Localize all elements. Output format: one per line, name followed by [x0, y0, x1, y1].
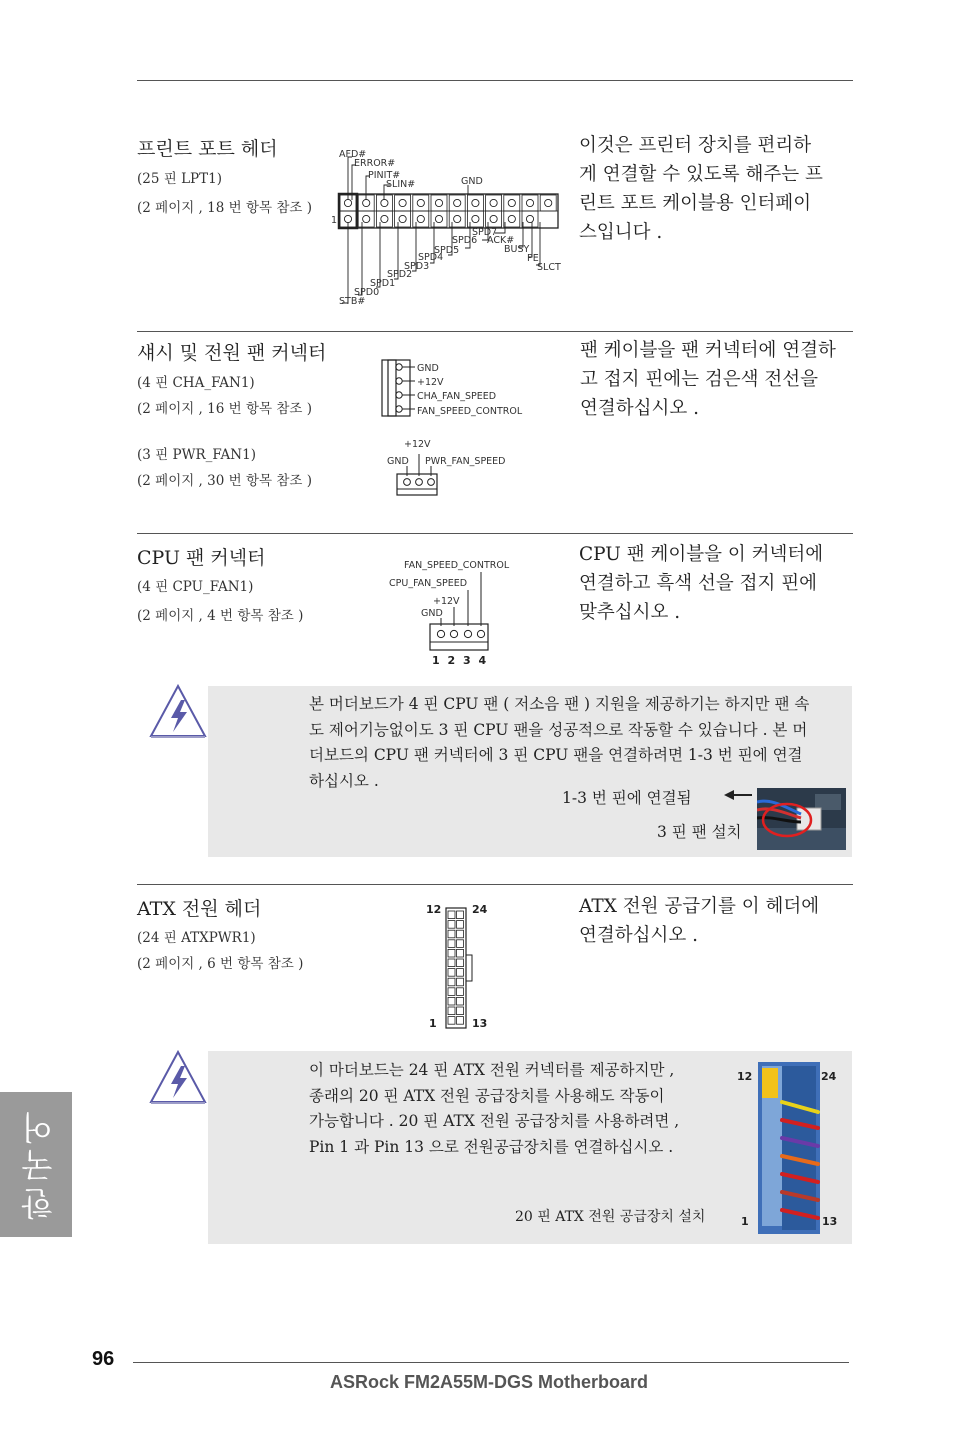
print-header-desc [579, 131, 823, 247]
atx-header-title: ATX 전원 헤더 [137, 898, 262, 920]
note-line: 본 머더보드가 4 핀 CPU 팬 ( 저소음 팬 ) 지원을 제공하기는 하지만 팬 속 [309, 695, 810, 713]
footer-title: ASRock FM2A55M-DGS Motherboard [330, 1372, 649, 1392]
desc-line: 연결하고 흑색 선을 접지 핀에 [579, 573, 817, 594]
pin-ack: ACK# [487, 235, 515, 246]
pin-spd0: SPD0 [354, 287, 380, 298]
lpt-pin-box [522, 195, 538, 211]
top-rule [137, 80, 853, 81]
language-tab-label: 한국어 [20, 1106, 58, 1220]
lpt-pin [472, 199, 479, 206]
pin-slin: SLIN# [386, 179, 416, 190]
lpt-pin-box [413, 211, 429, 227]
lpt-pin [399, 215, 406, 222]
cha-pin-speed: CHA_FAN_SPEED [417, 391, 497, 402]
atx-pin-cell [457, 959, 464, 967]
lpt-pin-box [376, 211, 392, 227]
lpt-pin [417, 199, 424, 206]
cha-pin-12v: +12V [417, 377, 444, 388]
atx-pin-cell [457, 949, 464, 957]
lpt-pin-box [504, 195, 520, 211]
atx-pin-cell [457, 1017, 464, 1025]
desc-line: 팬 케이블을 팬 커넥터에 연결하 [580, 340, 836, 361]
desc-line: 게 연결할 수 있도록 해주는 프 [579, 164, 823, 185]
desc-line: 고 접지 핀에는 검은색 전선을 [580, 369, 818, 390]
lpt-pin [545, 199, 552, 206]
pin-stb: STB# [339, 296, 366, 307]
lpt-pin-box [504, 211, 520, 227]
cha-fan-diagram [378, 356, 553, 421]
lpt-pin-box [395, 211, 411, 227]
lpt-pin-box [522, 211, 538, 227]
lpt-pin [363, 199, 370, 206]
atx-pin-cell [448, 921, 455, 929]
pwr-pin-speed: PWR_FAN_SPEED [425, 456, 506, 467]
note-20pin-atx-text [309, 1058, 679, 1160]
lpt-pin-box [431, 211, 447, 227]
note-20pin-caption: 20 핀 ATX 전원 공급장치 설치 [515, 1209, 706, 1225]
atx-pin-cell [457, 969, 464, 977]
lpt-pin-box [449, 195, 465, 211]
desc-line: 연결하십시오 . [580, 398, 699, 419]
atx-pin-cell [457, 978, 464, 986]
lpt-pin [435, 215, 442, 222]
atx-install-photo [734, 1060, 846, 1236]
note-line: 이 마더보드는 24 핀 ATX 전원 커넥터를 제공하지만 , [309, 1061, 675, 1079]
desc-line: 스입니다 . [579, 222, 663, 243]
pwr-pin-gnd: GND [387, 456, 409, 467]
note-line: 더보드의 CPU 팬 커넥터에 3 핀 CPU 팬을 연결하려면 1-3 번 핀에 연결 [309, 746, 803, 764]
lpt-pin [381, 199, 388, 206]
atx-pin-cell [448, 1017, 455, 1025]
pin-spd5: SPD5 [434, 245, 460, 256]
atx-pin-cell [457, 940, 464, 948]
atx-pin-cell [457, 1007, 464, 1015]
lpt-pin [344, 215, 351, 222]
note-line: 도 제어기능없이도 3 핀 CPU 팬을 성공적으로 작동할 수 있습니다 . 본 머 [309, 720, 808, 739]
chassis-fan-title: 섀시 및 전원 팬 커넥터 [137, 342, 327, 364]
page-number: 96 [92, 1348, 115, 1370]
pin-afd: AFD# [339, 149, 367, 160]
lpt-pin-box [395, 195, 411, 211]
lpt-pin [472, 215, 479, 222]
note-4pin-fan-text [309, 692, 854, 794]
lpt-pin [381, 215, 388, 222]
atx-pin-cell [457, 988, 464, 996]
note-line: 하십시오 . [309, 771, 379, 790]
print-port-diagram [330, 145, 570, 310]
pwr-pin-12v: +12V [404, 439, 431, 450]
chassis-fan-sub2: (2 페이지 , 16 번 항목 참조 ) [137, 401, 312, 417]
lpt-pin-box [413, 195, 429, 211]
atx-pin-cell [448, 949, 455, 957]
cha-pin-control: FAN_SPEED_CONTROL [417, 406, 523, 417]
photo-pin-24: 24 [821, 1070, 837, 1083]
cpu-pin-speed: CPU_FAN_SPEED [389, 578, 468, 589]
atx-pin-cell [457, 911, 464, 919]
atx-pin-13: 13 [472, 1017, 488, 1030]
pin-slct: SLCT [537, 262, 561, 273]
desc-line: ATX 전원 공급기를 이 헤더에 [579, 896, 820, 917]
atx-connector-diagram [420, 898, 500, 1033]
pin-gnd: GND [461, 176, 483, 187]
photo-pin-13: 13 [822, 1215, 838, 1228]
lpt-pin [526, 199, 533, 206]
pin-pinit: PINIT# [368, 170, 401, 181]
cpu-fan-diagram [386, 556, 526, 668]
atx-header-desc [579, 892, 819, 950]
desc-line: 이것은 프린터 장치를 편리하 [579, 135, 812, 156]
pin-pe: PE [527, 253, 539, 264]
atx-header-sub1: (24 핀 ATXPWR1) [137, 930, 256, 946]
desc-line: 린트 포트 케이블용 인터페이 [579, 193, 812, 214]
atx-pin-1: 1 [429, 1017, 437, 1030]
lpt-pin [454, 215, 461, 222]
note-line: Pin 1 과 Pin 13 으로 전원공급장치를 연결하십시오 . [309, 1137, 674, 1156]
photo-pin-1: 1 [741, 1215, 749, 1228]
atx-pin-cell [457, 930, 464, 938]
lpt-pin [526, 215, 533, 222]
atx-pin-cell [448, 997, 455, 1005]
photo-pin-12: 12 [737, 1070, 753, 1083]
warning-icon [147, 682, 209, 740]
cpu-pin-control: FAN_SPEED_CONTROL [404, 560, 510, 571]
lpt-pin-box [540, 195, 556, 211]
atx-pin-cell [448, 959, 455, 967]
lpt-pin [490, 199, 497, 206]
pin-spd2: SPD2 [387, 269, 413, 280]
section-rule [137, 533, 853, 534]
atx-pin-12: 12 [426, 903, 442, 916]
note-caption-install: 3 핀 팬 설치 [657, 823, 742, 841]
pin-spd7: SPD7 [472, 227, 498, 238]
section-rule [137, 331, 853, 332]
lpt-pin [363, 215, 370, 222]
pin-spd1: SPD1 [370, 278, 396, 289]
power-fan-sub2: (2 페이지 , 30 번 항목 참조 ) [137, 473, 312, 489]
atx-pin-cell [448, 911, 455, 919]
section-rule [137, 884, 853, 885]
lpt-pin [508, 199, 515, 206]
pin-one: 1 [331, 215, 338, 226]
atx-pin-cell [448, 940, 455, 948]
lpt-pin-box [358, 211, 374, 227]
print-header-title: 프린트 포트 헤더 [137, 138, 278, 160]
cpu-pin-12v: +12V [433, 596, 460, 607]
pin-error: ERROR# [354, 158, 396, 169]
atx-pin-cell [448, 988, 455, 996]
atx-pin-cell [457, 997, 464, 1005]
footer-rule [133, 1362, 849, 1363]
cpu-pin-numbers: 1 2 3 4 [432, 654, 489, 667]
lpt-pin-box [467, 195, 483, 211]
desc-line: CPU 팬 케이블을 이 커넥터에 [579, 544, 824, 565]
note-line: 가능합니다 . 20 핀 ATX 전원 공급장치를 사용하려면 , [309, 1112, 680, 1130]
desc-line: 맞추십시오 . [579, 602, 681, 623]
lpt-pin [508, 215, 515, 222]
chassis-fan-sub1: (4 핀 CHA_FAN1) [137, 375, 255, 391]
atx-header-sub2: (2 페이지 , 6 번 항목 참조 ) [137, 956, 304, 972]
atx-pin-cell [448, 978, 455, 986]
atx-pin-cell [448, 969, 455, 977]
pin-spd6: SPD6 [452, 235, 478, 246]
lpt-pin [399, 199, 406, 206]
lpt-pin [417, 215, 424, 222]
cha-pin-gnd: GND [417, 363, 439, 374]
lpt-pin [490, 215, 497, 222]
atx-pin-cell [457, 921, 464, 929]
lpt-pin [344, 199, 351, 206]
note-caption-pins: 1-3 번 핀에 연결됨 [562, 789, 692, 807]
chassis-fan-desc [580, 336, 836, 423]
note-line: 종래의 20 핀 ATX 전원 공급장치를 사용해도 작동이 [309, 1086, 665, 1105]
print-header-sub2: (2 페이지 , 18 번 항목 참조 ) [137, 200, 312, 216]
print-header-sub1: (25 핀 LPT1) [137, 171, 222, 187]
arrow-left-icon [722, 787, 754, 803]
cpu-fan-sub2: (2 페이지 , 4 번 항목 참조 ) [137, 608, 304, 624]
atx-pin-24: 24 [472, 903, 488, 916]
lpt-pin [435, 199, 442, 206]
cpu-fan-title: CPU 팬 커넥터 [137, 547, 266, 569]
atx-pin-cell [448, 930, 455, 938]
lpt-pin [454, 199, 461, 206]
language-tab [0, 1092, 72, 1237]
desc-line: 연결하십시오 . [579, 925, 698, 946]
warning-icon [147, 1048, 209, 1106]
lpt-pin-box [431, 195, 447, 211]
fan-install-photo [757, 788, 846, 850]
lpt-pin-box [486, 195, 502, 211]
cpu-fan-sub1: (4 핀 CPU_FAN1) [137, 579, 254, 595]
atx-cells [448, 911, 464, 1024]
power-fan-sub1: (3 핀 PWR_FAN1) [137, 447, 256, 463]
pin-busy: BUSY [504, 244, 530, 255]
pwr-fan-diagram [384, 436, 524, 500]
pin-spd3: SPD3 [404, 261, 430, 272]
atx-pin-cell [448, 1007, 455, 1015]
pin-spd4: SPD4 [418, 252, 444, 263]
cpu-pin-gnd: GND [421, 608, 443, 619]
cpu-fan-desc [579, 540, 823, 627]
